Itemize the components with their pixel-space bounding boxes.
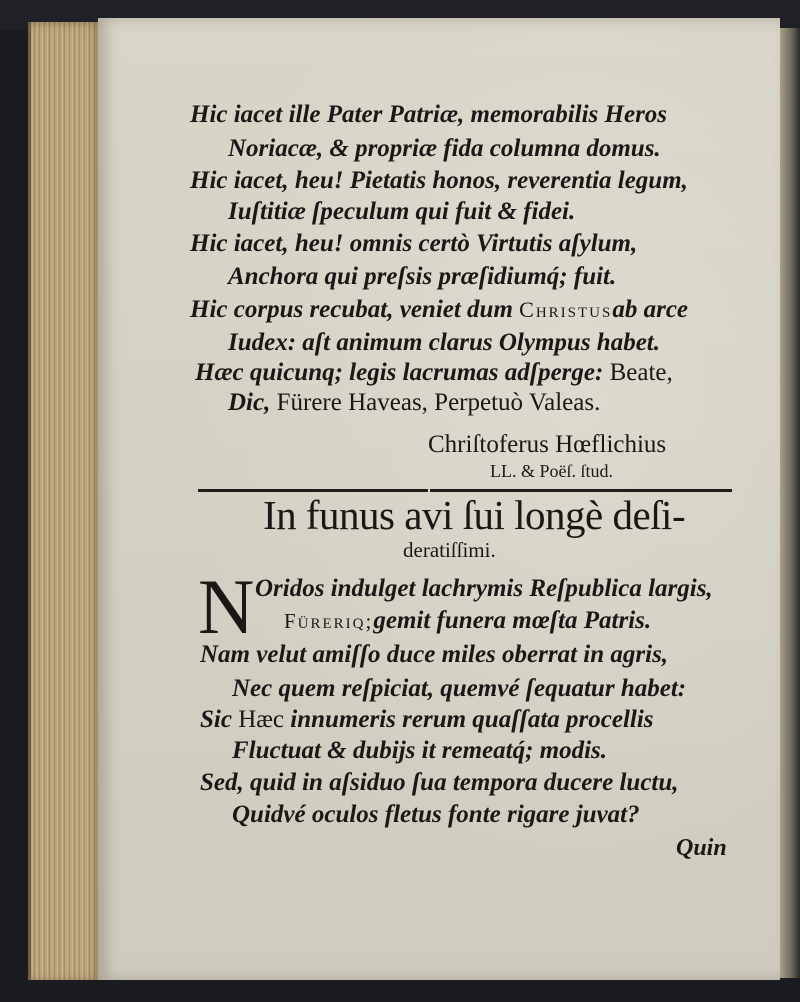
poem2-line-7: Sed, quid in aſsiduo ſua tempora ducere luctu, (200, 769, 679, 796)
book-gutter (780, 28, 800, 978)
poem2-heading: In funus avi ſui longè deſi- (263, 492, 686, 538)
poem1-line-4: Iuſtitiæ ſpeculum qui fuit & fidei. (228, 198, 576, 225)
poem2-line-1: Oridos indulget lachrymis Reſpublica largis, (255, 575, 713, 602)
poem2-line-2-name: Füreriq; (284, 609, 374, 633)
poem1-line-9-text: Hæc quicunq; legis lacrumas adſperge: (195, 359, 604, 386)
drop-cap: N (198, 563, 255, 650)
poem2-line-4: Nec quem reſpiciat, quemvé ſequatur habet: (232, 675, 687, 702)
catchword: Quin (676, 835, 727, 861)
poem1-line-7-text-b: ab arce (612, 296, 689, 323)
poem1-line-6: Anchora qui preſsis præſidiumq́; fuit. (228, 263, 617, 290)
poem1-line-5: Hic iacet, heu! omnis certò Virtutis aſylum, (190, 230, 638, 257)
signature-title: LL. & Poëſ. ſtud. (490, 461, 613, 481)
poem1-line-2: Noriacæ, & propriæ fida columna domus. (228, 135, 661, 162)
poem2-line-5-text-a: Sic (200, 706, 232, 733)
poem1-line-9 (195, 360, 673, 385)
poem1-line-10-text: Dic, (228, 389, 271, 416)
poem1-line-9-roman: Beate, (609, 359, 673, 386)
poem2-subheading: deratiſſimi. (403, 538, 496, 562)
poem1-line-10 (228, 390, 600, 415)
poem1-line-1: Hic iacet ille Pater Patriæ, memorabilis Heros (190, 101, 668, 128)
poem1-line-10-roman: Fürere Haveas, Perpetuò Valeas. (276, 389, 601, 416)
poem2-line-6: Fluctuat & dubijs it remeatq́; modis. (232, 737, 608, 764)
poem2-line-8: Quidvé oculos fletus fonte rigare juvat? (232, 801, 640, 828)
poem2-line-5-text-b: innumeris rerum quaſſata procellis (290, 706, 654, 733)
poem1-line-3: Hic iacet, heu! Pietatis honos, reverentia legum, (190, 167, 688, 194)
poem2-line-5-roman: Hæc (238, 706, 285, 733)
poem2-line-5 (200, 707, 654, 732)
background-bottom (0, 980, 800, 1002)
poem1-line-7-text-a: Hic corpus recubat, veniet dum (190, 296, 513, 323)
poem2-line-2-text: gemit funera mœſta Patris. (373, 607, 652, 634)
page-edges (28, 22, 103, 982)
signature-name: Chriſtoferus Hœflichius (428, 431, 667, 458)
poem2-line-3: Nam velut amiſſo duce miles oberrat in agris, (200, 641, 669, 668)
poem1-line-8: Iudex: aſt animum clarus Olympus habet. (228, 329, 660, 356)
poem2-line-2 (284, 608, 651, 633)
poem1-line-7-name: Christus (519, 297, 613, 322)
poem1-line-7 (190, 297, 688, 322)
